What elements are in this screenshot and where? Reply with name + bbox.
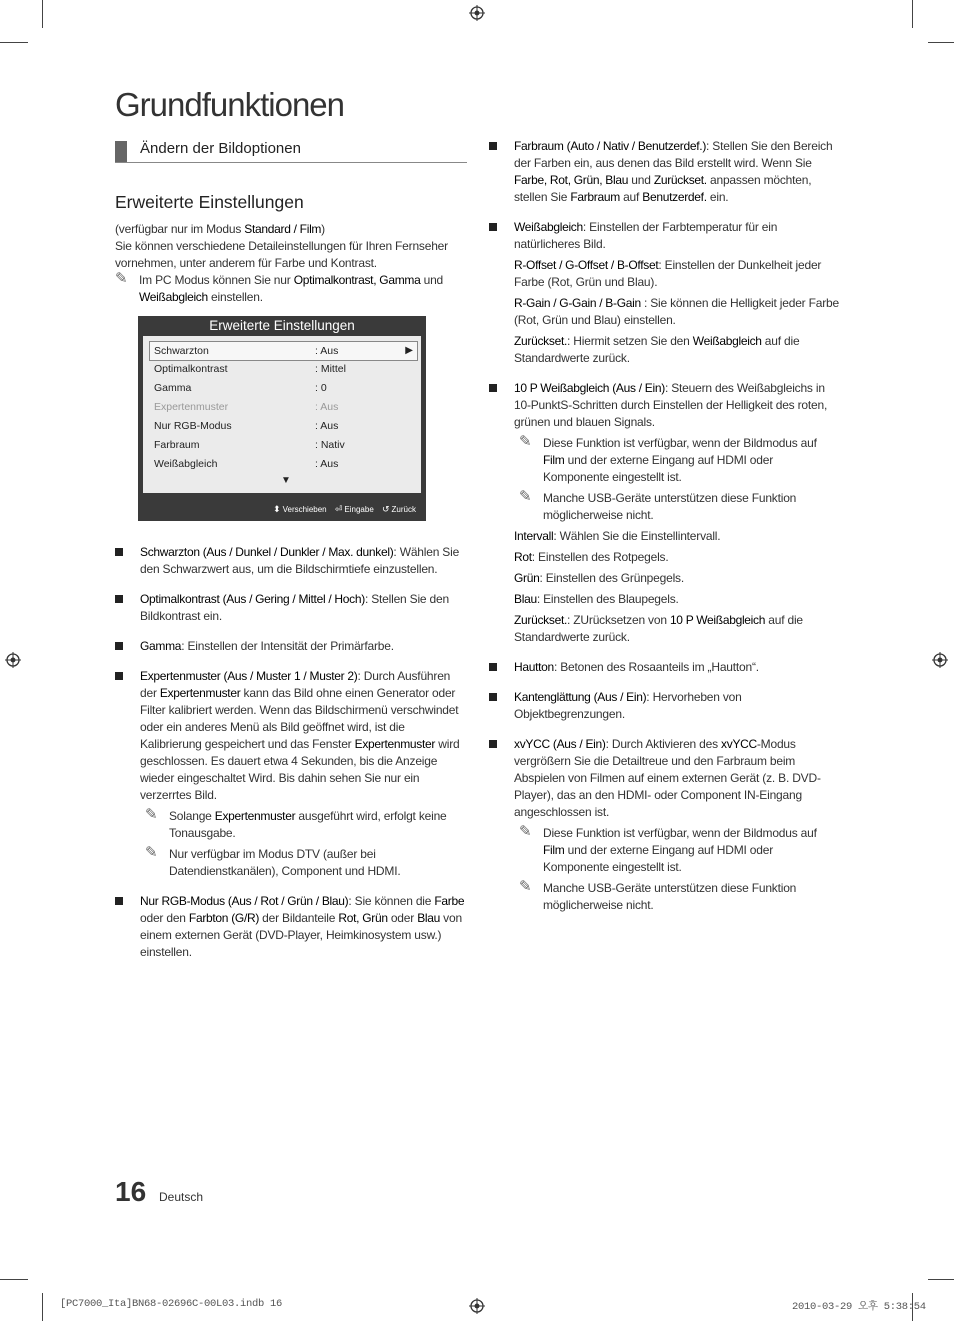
move-icon: ⬍ <box>273 504 281 514</box>
settings-menu-screenshot <box>138 316 426 521</box>
section-header <box>115 138 467 163</box>
crop-mark <box>0 1279 28 1280</box>
bullet-square-icon <box>489 223 497 231</box>
note-pencil-icon: ✎ <box>145 844 158 861</box>
section-header-text: Ändern der Bildoptionen <box>140 140 301 157</box>
left-column <box>115 138 467 968</box>
list-item-gamma: Gamma: Einstellen der Intensität der Primärfarbe. <box>115 638 467 655</box>
intro-description: Sie können verschiedene Detaileinstellungen für Ihren Fernseher vornehmen, unter anderem für Farbe und Kontrast. <box>115 239 448 270</box>
sub-reset: Zurückset.: Hiermit setzen Sie den Weißabgleich auf die Standardwerte zurück. <box>514 334 800 365</box>
list-item-weissabgleich: Weißabgleich: Einstellen der Farbtemperatur für ein natürlicheres Bild. R-Offset / G-Offset / B-Offset: Einstellen der Dunkelheit jeder Farbe (Rot, Grün und Blau). R-Gain / G-Gain / B-Gain : Sie können die Helligkeit jeder Farbe (Rot, Grün und Blau) einstellen. Zurückset.: Hiermit setzen Sie den Weißabgleich auf die Standardwerte zurück. <box>489 219 839 367</box>
registration-mark-icon <box>469 5 485 21</box>
bullet-square-icon <box>489 693 497 701</box>
sub-blau: Blau: Einstellen des Blaupegels. <box>514 592 679 606</box>
list-item-farbraum: Farbraum (Auto / Nativ / Benutzerdef.): Stellen Sie den Bereich der Farben ein, aus denen das Bild erstellt wird. Wenn Sie Farbe, Rot, Grün, Blau und Zurückset. anpassen möchten, stellen Sie Farbraum auf Benutzerdef. ein. <box>489 138 839 206</box>
sub-offset: R-Offset / G-Offset / B-Offset: Einstellen der Dunkelheit jeder Farbe (Rot, Grün und Blau). <box>514 258 822 289</box>
availability-text: (verfügbar nur im Modus Standard / Film) <box>115 222 325 236</box>
note: ✎ Im PC Modus können Sie nur Optimalkontrast, Gamma und Weißabgleich einstellen. <box>115 270 444 304</box>
sub-reset: Zurückset.: ZUrücksetzen von 10 P Weißabgleich auf die Standardwerte zurück. <box>514 613 803 644</box>
menu-row-nur-rgb-modus[interactable]: Nur RGB-Modus : Aus <box>154 420 339 432</box>
arrow-right-icon: ▶ <box>405 345 413 356</box>
language-label: Deutsch <box>159 1190 204 1204</box>
bullet-square-icon <box>115 642 123 650</box>
note: ✎ Nur verfügbar im Modus DTV (außer bei Datendienstkanälen), Component und HDMI. <box>145 844 401 878</box>
bullet-square-icon <box>489 740 497 748</box>
bullet-square-icon <box>489 142 497 150</box>
note: ✎ Diese Funktion ist verfügbar, wenn der Bildmodus auf Film und der externe Eingang auf HDMI oder Komponente eingestellt ist. <box>519 823 817 874</box>
menu-footer: ⬍ Verschieben ⏎ Eingabe ↺ Zurück <box>273 504 416 514</box>
scroll-down-icon: ▼ <box>281 475 291 486</box>
menu-panel <box>143 336 421 493</box>
note-pencil-icon: ✎ <box>519 433 532 450</box>
list-item-expertenmuster: Expertenmuster (Aus / Muster 1 / Muster 2): Durch Ausführen der Expertenmuster kann das Bild ohne einen Generator oder Filter kalibriert werden. Wenn das Bildschirmenü verschwindet oder ein anderes Menü als Bild geöffnet wird, ist die Kalibrierung gespeichert und das Fenster Expertenmuster wird geschlossen. Es dauert etwa 4 Sekunden, bis die Anzeige wieder eingeschaltet Wird. Bis dahin sehen Sie nur ein verzerrtes Bild. ✎ Solange Expertenmuster ausgeführt wird, erfolgt keine Tonausgabe. ✎ Nur verfügbar im Modus DTV (außer bei Datendienstkanälen), Component und HDMI. <box>115 668 467 880</box>
list-item-hautton: Hautton: Betonen des Rosaanteils im „Hautton“. <box>489 659 839 676</box>
note-pencil-icon: ✎ <box>145 806 158 823</box>
list-item-nur-rgb-modus: Nur RGB-Modus (Aus / Rot / Grün / Blau): Sie können die Farbe oder den Farbton (G/R) der Bildanteile Rot, Grün oder Blau von einem externen Gerät (DVD-Player, Heimkinosystem usw.) einstellen. <box>115 893 467 961</box>
list-item-schwarzton: Schwarzton (Aus / Dunkel / Dunkler / Max. dunkel): Wählen Sie den Schwarzwert aus, um die Bildschirmtiefe einzustellen. <box>115 544 467 578</box>
right-column <box>489 138 839 921</box>
menu-row-weissabgleich[interactable]: Weißabgleich : Aus <box>154 458 339 470</box>
bullet-square-icon <box>115 595 123 603</box>
note: ✎ Solange Expertenmuster ausgeführt wird, erfolgt keine Tonausgabe. <box>145 806 447 840</box>
subsection-title: Erweiterte Einstellungen <box>115 192 304 212</box>
sub-gruen: Grün: Einstellen des Grünpegels. <box>514 571 684 585</box>
sub-gain: R-Gain / G-Gain / B-Gain : Sie können die Helligkeit jeder Farbe (Rot, Grün und Blau) einstellen. <box>514 296 839 327</box>
menu-row-farbraum[interactable]: Farbraum : Nativ <box>154 439 345 451</box>
menu-title: Erweiterte Einstellungen <box>209 318 355 333</box>
bullet-square-icon <box>115 897 123 905</box>
menu-row-expertenmuster: Expertenmuster : Aus <box>154 401 339 413</box>
list-item-optimalkontrast: Optimalkontrast (Aus / Gering / Mittel / Hoch): Stellen Sie den Bildkontrast ein. <box>115 591 467 625</box>
note-pencil-icon: ✎ <box>519 488 532 505</box>
menu-row-optimalkontrast[interactable]: Optimalkontrast : Mittel <box>154 363 346 375</box>
section-bar <box>115 141 127 162</box>
crop-mark <box>0 42 28 43</box>
bullet-square-icon <box>489 663 497 671</box>
list-item-kantenglaettung: Kantenglättung (Aus / Ein): Hervorheben von Objektbegrenzungen. <box>489 689 839 723</box>
footer-file-info: [PC7000_Ita]BN68-02696C-00L03.indb 16 <box>60 1298 283 1310</box>
registration-mark-icon <box>5 652 21 668</box>
footer-date: 2010-03-29 오후 5:38:54 <box>792 1301 926 1313</box>
note-pencil-icon: ✎ <box>519 823 532 840</box>
list-item-10p-weissabgleich: 10 P Weißabgleich (Aus / Ein): Steuern des Weißabgleichs in 10-PunktS-Schritten durch Einstellen der Helligkeit des roten, grünen und blauen Signals. ✎ Diese Funktion ist verfügbar, wenn der Bildmodus auf Film und der externe Eingang auf HDMI oder Komponente eingestellt ist. ✎ Manche USB-Geräte unterstützen diese Funktion möglicherweise nicht. Intervall: Wählen Sie die Einstellintervall. Rot: Einstellen des Rotpegels. Grün: Einstellen des Grünpegels. Blau: Einstellen des Blaupegels. Zurückset.: ZUrücksetzen von 10 P Weißabgleich auf die Standardwerte zurück. <box>489 380 839 646</box>
note-pencil-icon: ✎ <box>519 878 532 895</box>
menu-row-gamma[interactable]: Gamma : 0 <box>154 382 327 394</box>
bullet-square-icon <box>115 548 123 556</box>
crop-mark <box>928 42 954 43</box>
page-number: 16 <box>115 1176 147 1207</box>
sub-intervall: Intervall: Wählen Sie die Einstellintervall. <box>514 529 721 543</box>
sub-rot: Rot: Einstellen des Rotpegels. <box>514 550 669 564</box>
crop-mark <box>42 1293 43 1321</box>
bullet-square-icon <box>489 384 497 392</box>
bullet-square-icon <box>115 672 123 680</box>
crop-mark <box>912 0 913 28</box>
note: ✎ Diese Funktion ist verfügbar, wenn der Bildmodus auf Film und der externe Eingang auf HDMI oder Komponente eingestellt ist. <box>519 433 817 484</box>
chapter-title: Grundfunktionen <box>115 86 345 123</box>
note-pencil-icon: ✎ <box>115 270 128 287</box>
registration-mark-icon <box>469 1298 485 1314</box>
registration-mark-icon <box>932 652 948 668</box>
enter-icon: ⏎ <box>334 504 343 514</box>
list-item-xvycc: xvYCC (Aus / Ein): Durch Aktivieren des xvYCC-Modus vergrößern Sie die Detailtreue und den Farbraum beim Abspielen von Filmen auf einem externen Gerät (z. B. DVD-Player), das an den HDMI- oder Component IN-Eingang angeschlossen ist. ✎ Diese Funktion ist verfügbar, wenn der Bildmodus auf Film und der externe Eingang auf HDMI oder Komponente eingestellt ist. ✎ Manche USB-Geräte unterstützen diese Funktion möglicherweise nicht. <box>489 736 839 914</box>
crop-mark <box>42 0 43 28</box>
return-icon: ↺ <box>382 504 390 514</box>
note: ✎ Manche USB-Geräte unterstützen diese Funktion möglicherweise nicht. <box>519 488 797 522</box>
crop-mark <box>928 1279 954 1280</box>
menu-row-schwarzton[interactable]: Schwarzton : Aus ▶ <box>149 341 418 361</box>
note: ✎ Manche USB-Geräte unterstützen diese Funktion möglicherweise nicht. <box>519 878 797 912</box>
